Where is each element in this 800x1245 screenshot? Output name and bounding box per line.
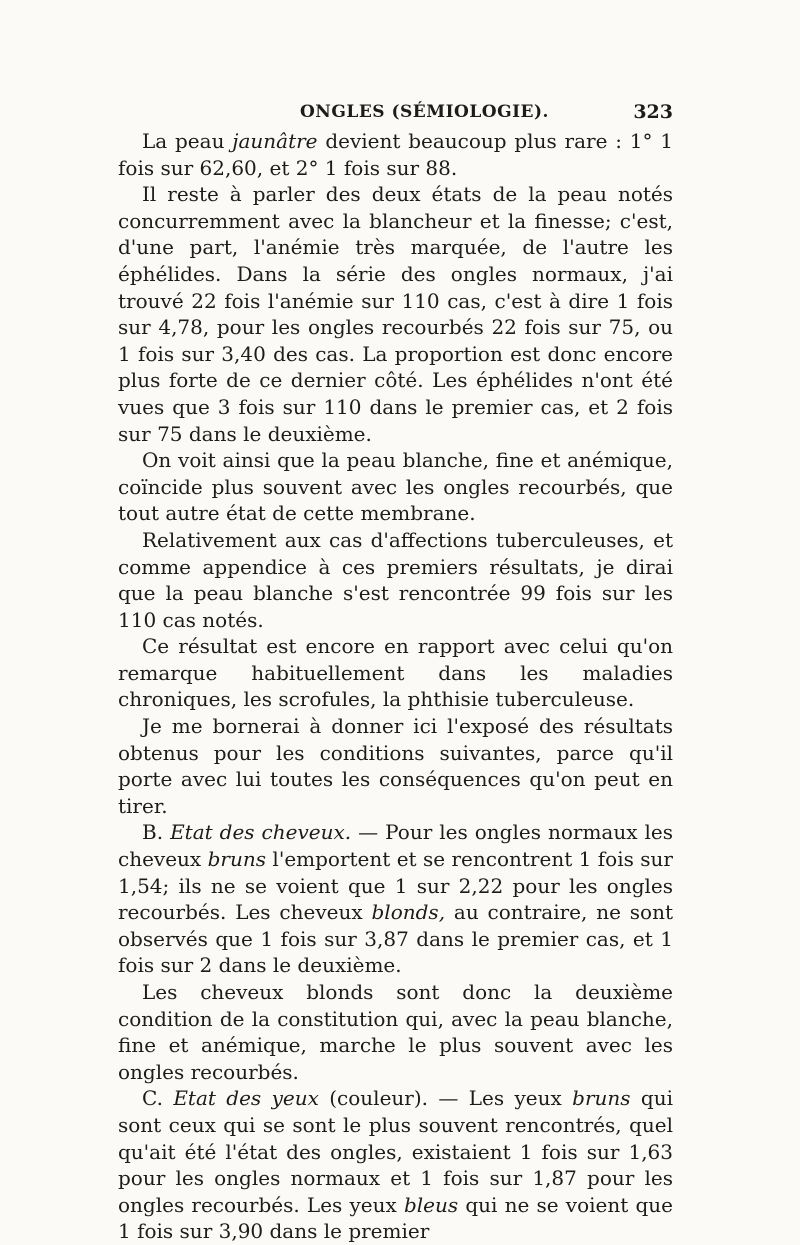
italic-term: bleus	[403, 1192, 459, 1217]
italic-term: bruns	[207, 847, 267, 872]
running-title: ONGLES (SÉMIOLOGIE).	[300, 102, 549, 122]
paragraph-skin-states: Il reste à parler des deux états de la peau notés concurremment avec la blancheur et la finesse; c'est, d'une part, l'anémie très marquée, de l'autre les éphélides. Dans la série des ongles normaux, j'ai trouvé 22 fois l'anémie sur 110 cas, c'est à dire 1 fois sur 4,78, pour les ongles recourbés 22 fois sur 75, ou 1 fois sur 3,40 des cas. La proportion est donc encore plus forte de ce dernier côté. Les éphélides n'ont été vues que 3 fois sur 110 dans le premier cas, et 2 fois sur 75 dans le deuxième.	[118, 182, 673, 446]
paragraph-skin-yellow: La peau jaunâtre devient beaucoup plus rare : 1° 1 fois sur 62,60, et 2° 1 fois sur 88.	[118, 129, 673, 180]
paragraph-results-intro: Je me bornerai à donner ici l'exposé des résultats obtenus pour les conditions suivantes, parce qu'il porte avec lui toutes les conséquences qu'on peut en tirer.	[118, 714, 673, 818]
paragraph-hair-state: B. Etat des cheveux. — Pour les ongles normaux les cheveux bruns l'emportent et se rencontrent 1 fois sur 1,54; ils ne se voient que 1 sur 2,22 pour les ongles recourbés. Les cheveux blonds, au contraire, ne sont observés que 1 fois sur 3,87 dans le premier cas, et 1 fois sur 2 dans le deuxième.	[118, 820, 673, 978]
italic-term: jaunâtre	[232, 129, 318, 153]
body-text	[118, 128, 673, 1245]
italic-term: bruns	[572, 1086, 631, 1111]
section-heading-eyes: Etat des yeux	[173, 1086, 319, 1111]
paragraph-blond-hair: Les cheveux blonds sont donc la deuxième condition de la constitution qui, avec la peau blanche, fine et anémique, marche le plus souvent avec les ongles recourbés.	[118, 980, 673, 1084]
running-head	[118, 96, 673, 128]
book-page	[118, 96, 673, 1245]
paragraph-tuberculous: Relativement aux cas d'affections tuberculeuses, et comme appendice à ces premiers résultats, je dirai que la peau blanche s'est rencontrée 99 fois sur les 110 cas notés.	[118, 527, 673, 632]
italic-term: blonds,	[371, 900, 446, 925]
section-heading-hair: Etat des cheveux.	[170, 820, 352, 845]
paragraph-conclusion-skin: On voit ainsi que la peau blanche, fine et anémique, coïncide plus souvent avec les ongles recourbés, que tout autre état de cette membrane.	[118, 448, 673, 526]
paragraph-chronic-diseases: Ce résultat est encore en rapport avec celui qu'on remarque habituellement dans les maladies chroniques, les scrofules, la phthisie tuberculeuse.	[118, 634, 673, 712]
page-number: 323	[633, 101, 673, 123]
paragraph-eye-state: C. Etat des yeux (couleur). — Les yeux bruns qui sont ceux qui se sont le plus souvent rencontrés, quel qu'ait été l'état des ongles, existaient 1 fois sur 1,63 pour les ongles normaux et 1 fois sur 1,87 pour les ongles recourbés. Les yeux bleus qui ne se voient que 1 fois sur 3,90 dans le premier	[118, 1086, 674, 1244]
